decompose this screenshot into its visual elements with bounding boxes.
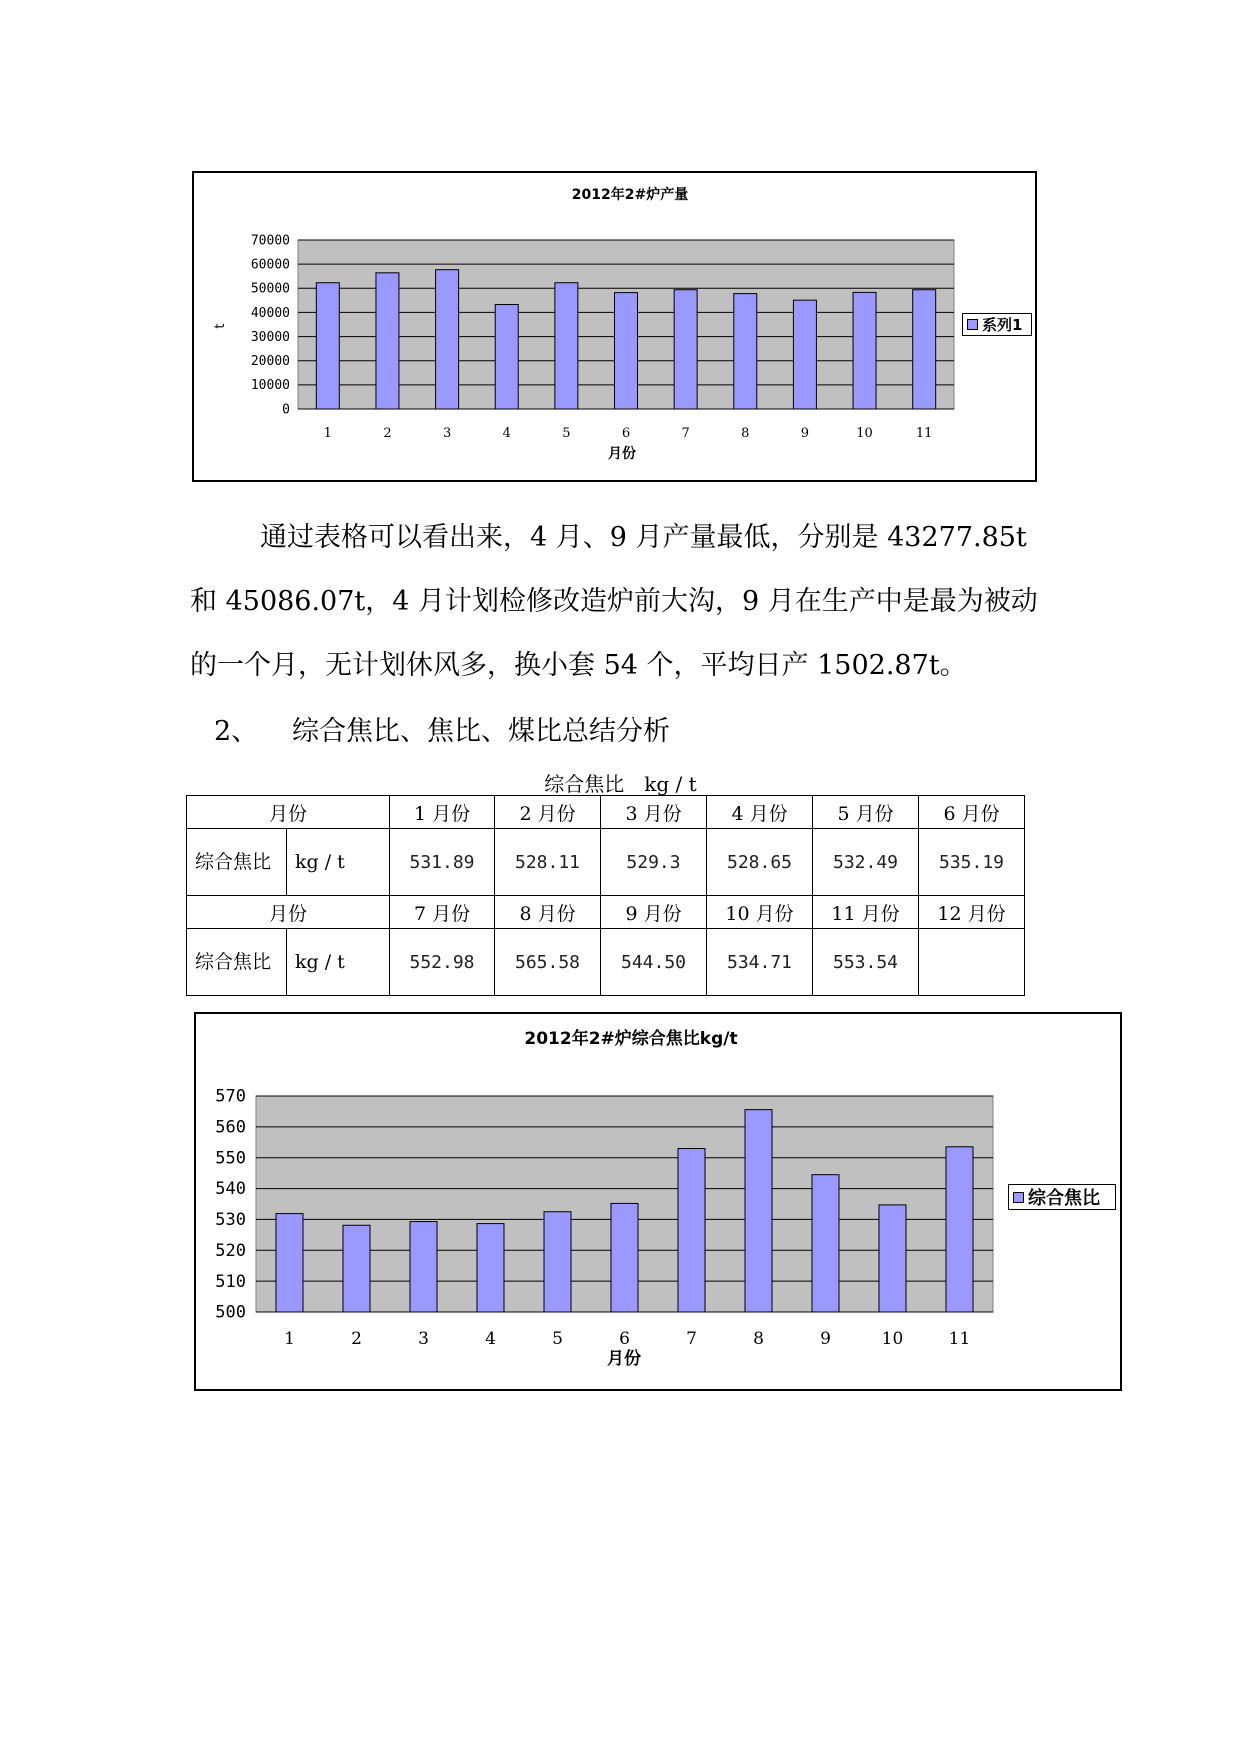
coke-ratio-chart-bar <box>879 1205 906 1312</box>
coke-ratio-chart-x-tick-label: 11 <box>948 1329 971 1349</box>
month-cell: 7 月份 <box>390 896 495 929</box>
paragraph-line-2: 和 45086.07t，4 月计划检修改造炉前大沟，9 月在生产中是最为被动 <box>190 586 1038 617</box>
production-chart-y-tick-label: 70000 <box>250 233 290 249</box>
value-cell: 565.58 <box>495 929 601 996</box>
value-cell: 531.89 <box>390 829 495 896</box>
value-cell: 534.71 <box>707 929 813 996</box>
month-cell: 3 月份 <box>601 796 707 829</box>
production-chart-ylabel: t <box>213 323 228 329</box>
production-chart-title: 2012年2#炉产量 <box>571 187 689 203</box>
table-row <box>187 796 1025 829</box>
production-chart-x-tick-label: 11 <box>915 426 933 441</box>
production-chart-x-tick-label: 3 <box>442 426 452 441</box>
value-cell: 528.65 <box>707 829 813 896</box>
production-chart-y-tick-label: 10000 <box>250 378 290 394</box>
production-chart-y-tick-label: 50000 <box>250 281 290 297</box>
coke-ratio-chart-x-tick-label: 8 <box>753 1329 764 1349</box>
production-chart-x-tick-label: 1 <box>323 426 332 441</box>
coke-ratio-chart-x-tick-label: 2 <box>351 1329 362 1349</box>
paragraph-line-3: 的一个月，无计划休风多，换小套 54 个，平均日产 1502.87t。 <box>190 650 967 681</box>
coke-ratio-chart-bar <box>812 1175 839 1312</box>
coke-ratio-chart-x-tick-label: 9 <box>820 1329 831 1349</box>
production-chart-bar <box>316 283 339 409</box>
legend-swatch <box>967 319 978 330</box>
row-label: 综合焦比 <box>187 829 287 896</box>
table-row <box>187 929 1025 996</box>
coke-ratio-chart-x-tick-label: 6 <box>619 1329 630 1349</box>
production-chart-x-tick-label: 10 <box>856 426 873 441</box>
production-chart-y-tick-label: 30000 <box>250 329 290 345</box>
coke-ratio-table <box>186 795 1025 996</box>
production-chart-x-tick-label: 9 <box>800 426 810 441</box>
month-cell: 11 月份 <box>813 896 919 929</box>
production-chart-x-tick-label: 2 <box>383 426 392 441</box>
legend-label: 综合焦比 <box>1028 1188 1100 1209</box>
production-chart-legend <box>962 313 1032 336</box>
month-cell: 1 月份 <box>390 796 495 829</box>
table-row <box>187 829 1025 896</box>
value-cell: 532.49 <box>813 829 919 896</box>
coke-ratio-chart-bar <box>678 1149 705 1312</box>
production-chart-x-tick-label: 7 <box>681 426 690 441</box>
row-label: 综合焦比 <box>187 929 287 996</box>
production-chart-y-tick-label: 20000 <box>250 354 290 370</box>
production-chart-x-tick-label: 6 <box>621 426 631 441</box>
value-cell: 552.98 <box>390 929 495 996</box>
analysis-paragraph <box>190 506 1070 698</box>
coke-ratio-chart-legend <box>1008 1184 1116 1210</box>
section-title: 综合焦比、焦比、煤比总结分析 <box>292 716 670 747</box>
production-chart-bar <box>913 290 936 409</box>
section-number: 2、 <box>214 716 259 747</box>
coke-ratio-chart-x-tick-label: 3 <box>418 1329 429 1349</box>
coke-ratio-chart-x-tick-label: 1 <box>284 1329 295 1349</box>
value-cell: 553.54 <box>813 929 919 996</box>
production-chart-x-tick-label: 5 <box>562 426 571 441</box>
table-row <box>187 896 1025 929</box>
month-cell: 9 月份 <box>601 896 707 929</box>
value-cell <box>919 929 1025 996</box>
coke-ratio-chart-bar <box>946 1147 973 1312</box>
production-chart-bar <box>793 300 816 409</box>
production-chart-bar <box>376 273 399 409</box>
unit-cell: kg / t <box>287 929 390 996</box>
coke-ratio-chart-bar <box>343 1225 370 1312</box>
coke-ratio-chart-bar <box>745 1110 772 1312</box>
value-cell: 529.3 <box>601 829 707 896</box>
coke-ratio-chart-y-tick-label: 560 <box>215 1117 246 1138</box>
month-cell: 6 月份 <box>919 796 1025 829</box>
section-heading <box>214 712 670 752</box>
coke-ratio-chart-bar <box>410 1222 437 1312</box>
coke-ratio-chart-y-tick-label: 540 <box>215 1179 246 1200</box>
production-chart-x-tick-label: 8 <box>741 426 750 441</box>
coke-ratio-chart-y-tick-label: 500 <box>215 1302 246 1323</box>
month-cell: 8 月份 <box>495 896 601 929</box>
value-cell: 528.11 <box>495 829 601 896</box>
production-chart <box>192 171 1037 482</box>
production-chart-bar <box>555 283 578 409</box>
production-chart-bar <box>495 305 518 409</box>
table-caption: 综合焦比 kg / t <box>544 772 697 796</box>
production-chart-bar <box>615 293 638 409</box>
legend-swatch <box>1013 1192 1024 1203</box>
coke-ratio-chart-svg <box>196 1014 1124 1393</box>
production-chart-bar <box>853 292 876 409</box>
month-cell: 4 月份 <box>707 796 813 829</box>
production-chart-xlabel: 月份 <box>608 446 636 462</box>
coke-ratio-chart-bar <box>611 1203 638 1312</box>
month-cell: 2 月份 <box>495 796 601 829</box>
month-header: 月份 <box>187 896 390 929</box>
coke-ratio-chart-x-tick-label: 10 <box>881 1329 904 1349</box>
month-header: 月份 <box>187 796 390 829</box>
production-chart-bar <box>436 270 459 409</box>
value-cell: 535.19 <box>919 829 1025 896</box>
month-cell: 10 月份 <box>707 896 813 929</box>
production-chart-x-tick-label: 4 <box>502 426 511 441</box>
legend-label: 系列1 <box>982 316 1023 334</box>
coke-ratio-chart-title: 2012年2#炉综合焦比kg/t <box>524 1029 738 1049</box>
production-chart-bar <box>674 290 697 409</box>
coke-ratio-chart-bar <box>477 1224 504 1312</box>
month-cell: 5 月份 <box>813 796 919 829</box>
unit-cell: kg / t <box>287 829 390 896</box>
month-cell: 12 月份 <box>919 896 1025 929</box>
coke-ratio-chart-y-tick-label: 510 <box>215 1271 246 1292</box>
coke-ratio-chart-y-tick-label: 550 <box>215 1148 246 1169</box>
production-chart-y-tick-label: 40000 <box>250 305 290 321</box>
production-chart-bar <box>734 294 757 409</box>
coke-ratio-chart-x-tick-label: 4 <box>485 1329 496 1349</box>
coke-ratio-chart-y-tick-label: 570 <box>215 1086 246 1107</box>
paragraph-line-1: 通过表格可以看出来，4 月、9 月产量最低，分别是 43277.85t <box>260 522 1027 553</box>
coke-ratio-chart-xlabel: 月份 <box>607 1349 641 1369</box>
coke-ratio-chart-y-tick-label: 530 <box>215 1210 246 1231</box>
coke-ratio-chart <box>194 1012 1122 1391</box>
coke-ratio-chart-bar <box>276 1214 303 1312</box>
production-chart-y-tick-label: 0 <box>282 402 290 418</box>
coke-ratio-chart-bar <box>544 1212 571 1312</box>
production-chart-svg <box>194 173 1039 484</box>
coke-ratio-chart-x-tick-label: 5 <box>552 1329 563 1349</box>
coke-ratio-chart-y-tick-label: 520 <box>215 1240 246 1261</box>
value-cell: 544.50 <box>601 929 707 996</box>
coke-ratio-chart-x-tick-label: 7 <box>686 1329 697 1349</box>
production-chart-y-tick-label: 60000 <box>250 257 290 273</box>
